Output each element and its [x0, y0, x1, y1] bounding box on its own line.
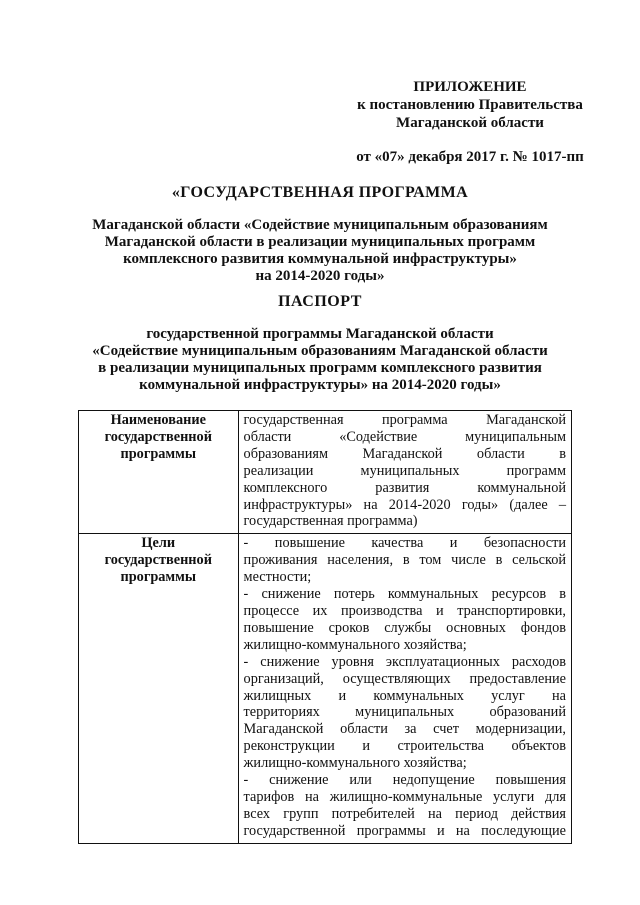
value-line: образованиям Магаданской области в [243, 445, 566, 462]
value-line: - снижение уровня эксплуатационных расходов [243, 653, 566, 670]
program-title-line: Магаданской области «Содействие муниципальным образованиям [92, 217, 548, 233]
value-line: реконструкции и строительства объектов [243, 738, 566, 755]
passport-title-line: государственной программы Магаданской области [146, 326, 494, 342]
value-line: организаций, осуществляющих предоставление [243, 670, 566, 687]
program-title-line: Магаданской области в реализации муниципальных программ [104, 234, 536, 250]
value-line: всех групп потребителей на период действия [243, 805, 566, 822]
appendix-line-2: Магаданской области [396, 115, 544, 131]
value-line: местности; [243, 569, 312, 586]
passport-title-line: «Содействие муниципальным образованиям Магаданской области [92, 343, 548, 359]
appendix-block [340, 78, 600, 166]
value-line: повышение сроков службы основных фондов [243, 619, 566, 636]
value-line: процессе их производства и транспортировки, [243, 602, 566, 619]
value-line: - снижение или недопущение повышения [243, 772, 566, 789]
appendix-line-1: к постановлению Правительства [357, 97, 583, 113]
table-row [79, 534, 572, 843]
value-line: государственная программа) [243, 513, 418, 530]
value-line: жилищных и коммунальных услуг на [243, 687, 566, 704]
value-line: жилищно-коммунального хозяйства; [243, 636, 467, 653]
table-row [79, 411, 572, 534]
value-line: проживания населения, в том числе в сельской [243, 552, 566, 569]
label-line: государственной [104, 428, 212, 445]
value-line: жилищно-коммунального хозяйства; [243, 755, 467, 772]
row-value-goals [238, 534, 571, 843]
label-line: государственной [104, 552, 212, 569]
value-line: государственная программа Магаданской [243, 412, 566, 428]
label-line: Цели [141, 535, 176, 552]
label-line: Наименование [110, 412, 206, 428]
value-line: инфраструктуры» на 2014-2020 годы» (далее – [243, 496, 566, 513]
passport-title-block [80, 293, 560, 394]
value-line: территориях муниципальных образований [243, 704, 566, 721]
value-line: комплексного развития коммунальной [243, 479, 566, 496]
value-line: реализации муниципальных программ [243, 462, 566, 479]
label-line: программы [120, 445, 197, 462]
value-line: - снижение потерь коммунальных ресурсов в [243, 586, 566, 603]
value-line: области «Содействие муниципальным [243, 428, 566, 445]
label-line: программы [120, 569, 197, 586]
program-title-block [80, 184, 560, 285]
value-line: государственной программы и на последующие [243, 822, 566, 839]
appendix-title: ПРИЛОЖЕНИЕ [413, 79, 527, 95]
row-value-program-name [238, 411, 571, 534]
value-line: тарифов на жилищно-коммунальные услуги для [243, 788, 566, 805]
row-label-goals [79, 534, 239, 843]
value-line: Магаданской области за счет модернизации, [243, 721, 566, 738]
program-title-line: на 2014-2020 годы» [255, 268, 385, 284]
program-heading: «ГОСУДАРСТВЕННАЯ ПРОГРАММА [171, 184, 469, 201]
value-line: - повышение качества и безопасности [243, 535, 566, 552]
passport-title-line: коммунальной инфраструктуры» на 2014-2020 годы» [139, 377, 501, 393]
row-label-program-name [79, 411, 239, 534]
program-title-line: комплексного развития коммунальной инфраструктуры» [123, 251, 517, 267]
passport-table [78, 410, 572, 844]
appendix-date: от «07» декабря 2017 г. № 1017-пп [356, 149, 584, 165]
passport-heading: ПАСПОРТ [278, 293, 362, 310]
passport-title-line: в реализации муниципальных программ комплексного развития [98, 360, 542, 376]
